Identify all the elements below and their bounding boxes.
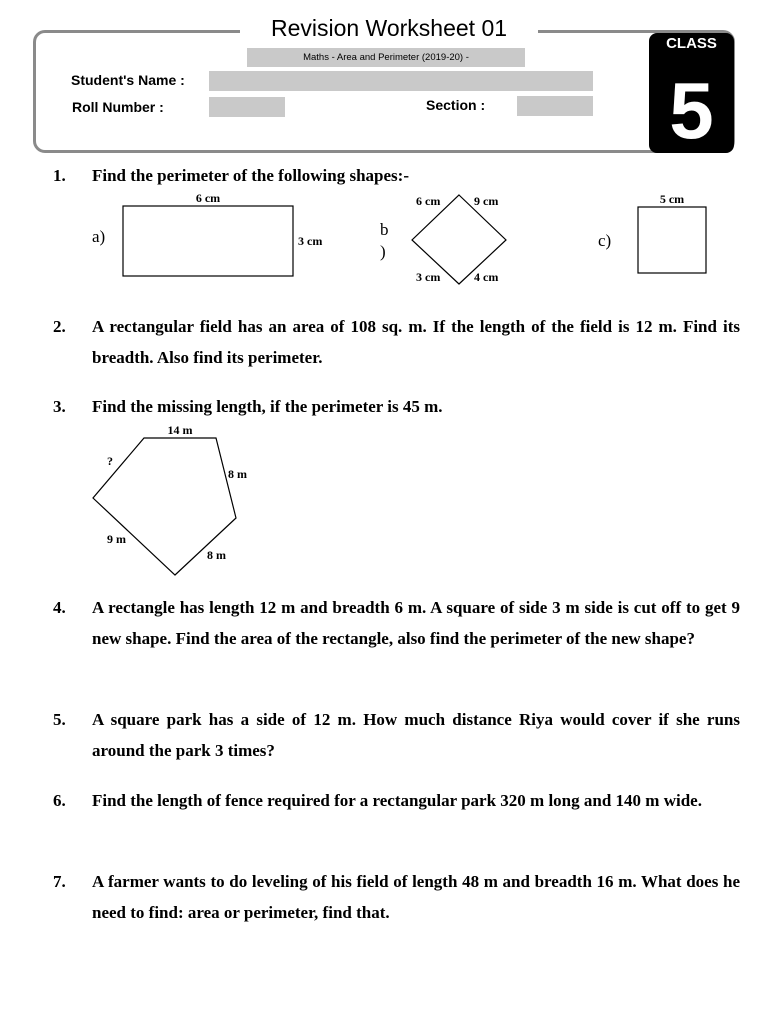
quad-top-left-dim: 6 cm bbox=[416, 194, 441, 208]
roll-number-label: Roll Number : bbox=[72, 99, 164, 115]
figure-a-label: a) bbox=[92, 227, 106, 246]
pentagon-top-dim: 14 m bbox=[167, 423, 193, 437]
pentagon-right-dim: 8 m bbox=[228, 467, 247, 481]
rect-top-dim: 6 cm bbox=[195, 191, 221, 205]
section-label: Section : bbox=[426, 97, 486, 113]
quad-top-right-dim: 9 cm bbox=[474, 194, 499, 208]
pentagon-bottom-left-dim: 9 m bbox=[107, 532, 126, 546]
student-name-label: Student's Name : bbox=[71, 72, 185, 88]
question-text: A farmer wants to do leveling of his field of length 48 m and breadth 16 m. What does he need to find: area or perimeter, find that. bbox=[92, 872, 740, 922]
question-text: Find the missing length, if the perimeter is 45 m. bbox=[92, 397, 443, 416]
worksheet-title: Revision Worksheet 01 bbox=[240, 12, 538, 44]
quad-bottom-right-dim: 4 cm bbox=[474, 270, 499, 284]
question-text: Find the perimeter of the following shapes:- bbox=[92, 166, 409, 185]
question-text: A rectangle has length 12 m and breadth 6 m. A square of side 3 m side is cut off to get 9 new shape. Find the area of the rectangle, also find the perimeter of the new shape? bbox=[92, 598, 740, 648]
question-text: Find the length of fence required for a rectangular park 320 m long and 140 m wide. bbox=[92, 791, 702, 810]
figure-c-label: c) bbox=[598, 231, 612, 250]
figure-b-label-paren: ) bbox=[380, 242, 386, 261]
pentagon-bottom-right-dim: 8 m bbox=[207, 548, 226, 562]
square-top-dim: 5 cm bbox=[659, 192, 685, 206]
rect-side-dim: 3 cm bbox=[298, 234, 323, 248]
question-number: 4. bbox=[53, 598, 66, 617]
question-number: 6. bbox=[53, 791, 66, 810]
quad-bottom-left-dim: 3 cm bbox=[416, 270, 441, 284]
question-number: 3. bbox=[53, 397, 66, 416]
figure-b-label: b bbox=[380, 220, 389, 239]
class-word: CLASS bbox=[666, 35, 717, 52]
question-number: 5. bbox=[53, 710, 66, 729]
worksheet-subtitle: Maths - Area and Perimeter (2019-20) - bbox=[247, 48, 525, 67]
question-number: 7. bbox=[53, 872, 66, 891]
pentagon-unknown: ? bbox=[107, 454, 113, 468]
question-text: A square park has a side of 12 m. How much distance Riya would cover if she runs around the park 3 times? bbox=[92, 710, 740, 760]
question-text: A rectangular field has an area of 108 sq. m. If the length of the field is 12 m. Find its breadth. Also find its perimeter. bbox=[92, 317, 740, 367]
class-number: 5 bbox=[669, 66, 714, 155]
question-number: 2. bbox=[53, 317, 66, 336]
question-number: 1. bbox=[53, 166, 66, 185]
